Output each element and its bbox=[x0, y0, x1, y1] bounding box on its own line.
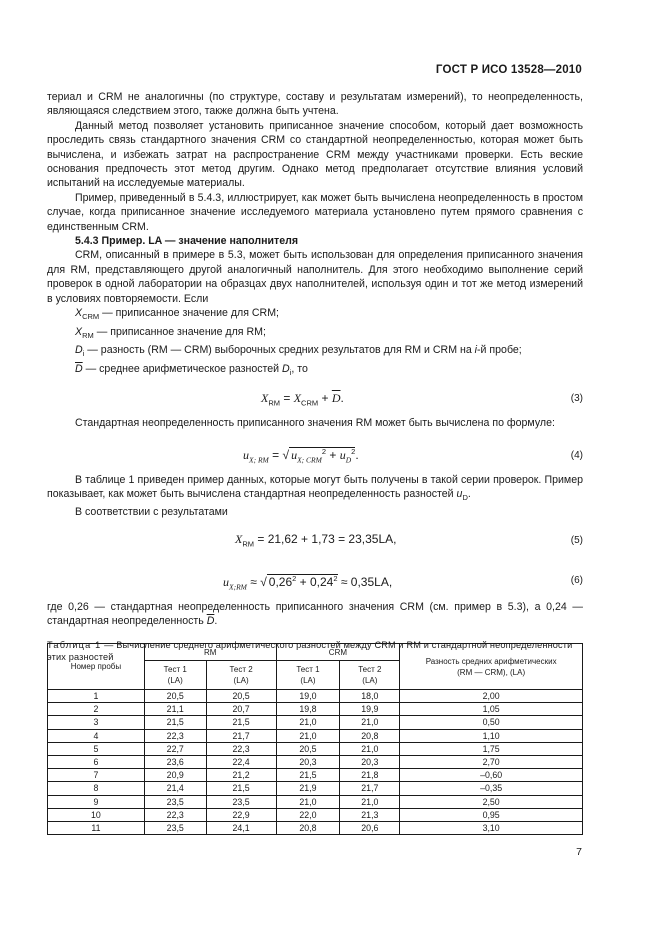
table-cell: 10 bbox=[48, 808, 145, 821]
formula-5 bbox=[47, 524, 583, 554]
header-crm-test2 bbox=[340, 661, 400, 690]
table-cell: 20,3 bbox=[340, 755, 400, 768]
paragraph-8 bbox=[47, 600, 583, 629]
def3-subscript: i bbox=[82, 349, 85, 359]
table-cell: 21,0 bbox=[276, 795, 340, 808]
p8-end: . bbox=[214, 615, 218, 628]
formula-3 bbox=[47, 388, 583, 412]
formula-5-number: (5) bbox=[570, 534, 583, 546]
p8-dbar: $\overline{D}$ bbox=[206, 615, 215, 628]
f4-u1-sup: 2 bbox=[321, 446, 327, 456]
table-cell: 20,5 bbox=[206, 690, 276, 703]
table-cell: 22,4 bbox=[206, 755, 276, 768]
f3-eq: = bbox=[280, 391, 294, 406]
table-cell: 0,95 bbox=[400, 808, 583, 821]
header-rm-test1-unit: (LA) bbox=[167, 676, 183, 685]
table-cell: 1,75 bbox=[400, 742, 583, 755]
formula-4 bbox=[47, 439, 583, 469]
table-cell: 22,7 bbox=[144, 742, 206, 755]
f4-radicand bbox=[289, 447, 355, 462]
def1-text: — приписанное значение для CRM; bbox=[99, 307, 279, 320]
def4-symbol-2: D bbox=[282, 362, 290, 375]
f4-u-sub: X; RM bbox=[249, 454, 269, 464]
def3-text-b: -й пробе; bbox=[477, 344, 522, 357]
f3-x: X bbox=[293, 391, 302, 406]
table-cell: 21,2 bbox=[206, 769, 276, 782]
p6-subscript: D bbox=[462, 493, 468, 503]
table-row bbox=[48, 690, 583, 703]
table-cell: 2,50 bbox=[400, 795, 583, 808]
f3-dbar: $\overline{D}$ bbox=[331, 391, 341, 406]
table-cell: 22,3 bbox=[144, 729, 206, 742]
def4-text-b: , то bbox=[291, 362, 308, 375]
table-cell: 21,1 bbox=[144, 703, 206, 716]
def1-symbol: X bbox=[75, 307, 83, 320]
header-difference-line1: Разность средних арифметических bbox=[425, 656, 557, 666]
table-cell: 21,9 bbox=[276, 782, 340, 795]
table-cell: 19,9 bbox=[340, 703, 400, 716]
def3-text-a: — разность (RM — CRM) выборочных средних результатов для RM и CRM на bbox=[84, 344, 475, 357]
table-cell: 2,00 bbox=[400, 690, 583, 703]
table-cell: 21,4 bbox=[144, 782, 206, 795]
p8-text: где 0,26 — стандартная неопределенность приписанного значения CRM (см. пример в 5.3), а 0,24 — стандартная неопределенность bbox=[47, 600, 583, 628]
table-row bbox=[48, 782, 583, 795]
page-number: 7 bbox=[576, 846, 582, 858]
table-cell: 11 bbox=[48, 821, 145, 834]
table-cell: 20,5 bbox=[276, 742, 340, 755]
table-row bbox=[48, 769, 583, 782]
f6-radicand bbox=[267, 574, 338, 589]
f4-sqrt-sign: √ bbox=[282, 447, 290, 462]
table-cell: 21,0 bbox=[276, 716, 340, 729]
formula-6 bbox=[47, 560, 583, 596]
f4-u1: u bbox=[291, 447, 298, 462]
header-rm-test2-label: Тест 2 bbox=[229, 665, 253, 674]
f4-eq: = bbox=[268, 447, 283, 462]
formula-3-number: (3) bbox=[570, 393, 583, 405]
f3-dot: . bbox=[340, 391, 344, 406]
header-sample-number: Номер пробы bbox=[48, 644, 145, 690]
table-row bbox=[48, 729, 583, 742]
table-cell: 21,5 bbox=[276, 769, 340, 782]
table-cell: 4 bbox=[48, 729, 145, 742]
f6-u-sub: X;RM bbox=[229, 582, 247, 592]
definition-xrm bbox=[47, 325, 583, 344]
section-number: 5.4.3 bbox=[75, 235, 99, 248]
header-rm-test2-unit: (LA) bbox=[233, 676, 249, 685]
f4-plus: + bbox=[326, 447, 340, 462]
table-cell: 22,3 bbox=[206, 742, 276, 755]
f3-x-sub: CRM bbox=[301, 398, 319, 408]
p6-text: В таблице 1 приведен пример данных, которые могут быть получены в такой серии проверок. Пример показывает, как может быть вычислена стандартная неопределенность разностей bbox=[47, 473, 583, 500]
def1-subscript: CRM bbox=[82, 312, 100, 322]
f6-result: ≈ 0,35LA, bbox=[337, 574, 393, 589]
table-cell: 20,8 bbox=[340, 729, 400, 742]
table-cell: 21,5 bbox=[206, 782, 276, 795]
header-rm-test1 bbox=[144, 661, 206, 690]
table-cell: 20,5 bbox=[144, 690, 206, 703]
table-cell: 21,7 bbox=[206, 729, 276, 742]
paragraph-6 bbox=[47, 473, 583, 506]
table-cell: 19,0 bbox=[276, 690, 340, 703]
table-cell: 21,5 bbox=[144, 716, 206, 729]
table-row bbox=[48, 742, 583, 755]
def3-index: i bbox=[474, 344, 478, 357]
definition-xcrm bbox=[47, 306, 583, 325]
def2-subscript: RM bbox=[82, 330, 94, 340]
table-cell: –0,35 bbox=[400, 782, 583, 795]
table-cell: 22,0 bbox=[276, 808, 340, 821]
table-cell: –0,60 bbox=[400, 769, 583, 782]
table-cell: 20,8 bbox=[276, 821, 340, 834]
table-cell: 23,5 bbox=[144, 795, 206, 808]
data-table bbox=[47, 643, 583, 835]
header-rm-test2 bbox=[206, 661, 276, 690]
definition-di bbox=[47, 343, 583, 362]
table-cell: 21,7 bbox=[340, 782, 400, 795]
table-cell: 20,9 bbox=[144, 769, 206, 782]
table-caption-text: — Вычисление среднего арифметического разностей между CRM и RM и стандартной неопределенности этих разностей bbox=[47, 639, 573, 662]
p6-end: . bbox=[467, 487, 471, 500]
header-difference bbox=[400, 644, 583, 690]
table-cell: 0,50 bbox=[400, 716, 583, 729]
table-caption-label: Таблица 1 bbox=[47, 639, 102, 650]
table-cell: 23,5 bbox=[206, 795, 276, 808]
formula-4-expression bbox=[243, 445, 359, 468]
table-cell: 1 bbox=[48, 690, 145, 703]
table-cell: 3,10 bbox=[400, 821, 583, 834]
def4-subscript-2: i bbox=[289, 367, 292, 377]
def4-text-a: — среднее арифметическое разностей bbox=[82, 362, 282, 375]
f4-u1-sub: X; CRM bbox=[297, 454, 322, 464]
table-row bbox=[48, 821, 583, 834]
def4-symbol: $\overline{D}$ bbox=[75, 362, 83, 375]
formula-5-expression bbox=[235, 532, 396, 552]
table-cell: 19,8 bbox=[276, 703, 340, 716]
table-cell: 1,10 bbox=[400, 729, 583, 742]
f4-u2: u bbox=[339, 447, 346, 462]
paragraph-5: Стандартная неопределенность приписанного значения RM может быть вычислена по формуле: bbox=[75, 417, 555, 430]
f5-lhs-sub: RM bbox=[242, 539, 255, 549]
f4-dot: . bbox=[355, 447, 359, 462]
table-row bbox=[48, 795, 583, 808]
table-cell: 5 bbox=[48, 742, 145, 755]
paragraph-4: CRM, описанный в примере в 5.3, может быть использован для определения приписанного значения для RM, представляющего другой аналогичный наполнитель. Для этого необходимо выполнение серий проверок в одной лаборатории на образцах двух наполнителей, используя один и тот же метод измерений в условиях повторяемости. Если bbox=[47, 249, 583, 305]
table-cell: 21,0 bbox=[340, 795, 400, 808]
f6-approx: ≈ bbox=[246, 574, 261, 589]
header-crm-test2-unit: (LA) bbox=[362, 676, 378, 685]
f6-b-sup: 2 bbox=[333, 573, 338, 583]
section-heading bbox=[47, 234, 583, 248]
table-cell: 21,0 bbox=[276, 729, 340, 742]
table-cell: 8 bbox=[48, 782, 145, 795]
header-crm-test2-label: Тест 2 bbox=[358, 665, 382, 674]
header-crm-test1-unit: (LA) bbox=[300, 676, 316, 685]
table-cell: 21,0 bbox=[340, 742, 400, 755]
header-rm-test1-label: Тест 1 bbox=[163, 665, 187, 674]
table-row bbox=[48, 808, 583, 821]
document-header: ГОСТ Р ИСО 13528—2010 bbox=[435, 64, 582, 76]
table-cell: 3 bbox=[48, 716, 145, 729]
table-cell: 9 bbox=[48, 795, 145, 808]
table-row bbox=[48, 716, 583, 729]
formula-6-number: (6) bbox=[570, 574, 583, 586]
f4-u: u bbox=[243, 447, 249, 462]
def2-symbol: X bbox=[75, 325, 83, 338]
table-cell: 21,0 bbox=[340, 716, 400, 729]
table-row bbox=[48, 703, 583, 716]
f3-lhs-sub: RM bbox=[268, 398, 281, 408]
f4-u2-sub: D bbox=[345, 454, 352, 464]
definition-dbar bbox=[47, 362, 583, 381]
header-group-rm: RM bbox=[144, 644, 276, 661]
table-cell: 24,1 bbox=[206, 821, 276, 834]
f3-lhs: X bbox=[261, 391, 269, 406]
formula-4-number: (4) bbox=[570, 449, 583, 461]
paragraph-1: териал и CRM не аналогичны (по структуре, составу и результатам измерений), то неопределенность, являющаяся следствием этого, также должна быть учтена. bbox=[47, 91, 583, 118]
f6-b: 0,24 bbox=[310, 574, 334, 589]
header-difference-line2: (RM — CRM), (LA) bbox=[457, 667, 526, 677]
table-cell: 21,5 bbox=[206, 716, 276, 729]
table-cell: 7 bbox=[48, 769, 145, 782]
def3-symbol: D bbox=[75, 344, 83, 357]
table-cell: 21,3 bbox=[340, 808, 400, 821]
table-body bbox=[48, 690, 583, 835]
table-cell: 20,6 bbox=[340, 821, 400, 834]
f6-a-sup: 2 bbox=[292, 573, 297, 583]
f6-u: u bbox=[223, 574, 229, 589]
table-cell: 20,7 bbox=[206, 703, 276, 716]
table-cell: 21,8 bbox=[340, 769, 400, 782]
paragraph-7: В соответствии с результатами bbox=[75, 506, 228, 519]
table-cell: 2 bbox=[48, 703, 145, 716]
f6-a: 0,26 bbox=[268, 574, 293, 589]
formula-6-expression bbox=[223, 572, 392, 595]
paragraph-3: Пример, приведенный в 5.4.3, иллюстрирует, как может быть вычислена неопределенность в простом случае, когда приписанное значение исследуемого материала установлено путем прямого сравнения с единственным CRM. bbox=[47, 191, 583, 233]
p6-symbol: u bbox=[456, 487, 463, 500]
table-row bbox=[48, 755, 583, 768]
f5-expr: = 21,62 + 1,73 = 23,35LA, bbox=[254, 531, 397, 546]
f5-lhs: X bbox=[235, 531, 243, 546]
document-body bbox=[47, 90, 583, 669]
table-cell: 23,5 bbox=[144, 821, 206, 834]
table-cell: 20,3 bbox=[276, 755, 340, 768]
def2-text: — приписанное значение для RM; bbox=[93, 325, 266, 338]
header-group-crm: CRM bbox=[276, 644, 400, 661]
table-cell: 6 bbox=[48, 755, 145, 768]
paragraph-2: Данный метод позволяет установить приписанное значение способом, который дает возможность проследить связь стандартного значения CRM со стандартной неопределенностью, которая может быть вычислена, и избежать затрат на распространение CRM между участниками проверки. Есть веские основания предпочесть этот метод другим. Однако метод предполагает отсутствие влияния условий испытаний на исследуемые материалы. bbox=[47, 119, 583, 190]
f6-plus: + bbox=[296, 574, 310, 589]
section-title: Пример. LA — значение наполнителя bbox=[101, 235, 299, 248]
f6-sqrt-sign: √ bbox=[260, 574, 267, 589]
table-cell: 22,9 bbox=[206, 808, 276, 821]
table-cell: 18,0 bbox=[340, 690, 400, 703]
table-cell: 22,3 bbox=[144, 808, 206, 821]
formula-3-expression bbox=[261, 391, 344, 411]
table-cell: 2,70 bbox=[400, 755, 583, 768]
f4-u2-sup: 2 bbox=[351, 446, 356, 456]
header-crm-test1-label: Тест 1 bbox=[296, 665, 320, 674]
header-crm-test1 bbox=[276, 661, 340, 690]
f3-plus: + bbox=[318, 391, 332, 406]
table-cell: 1,05 bbox=[400, 703, 583, 716]
table-cell: 23,6 bbox=[144, 755, 206, 768]
